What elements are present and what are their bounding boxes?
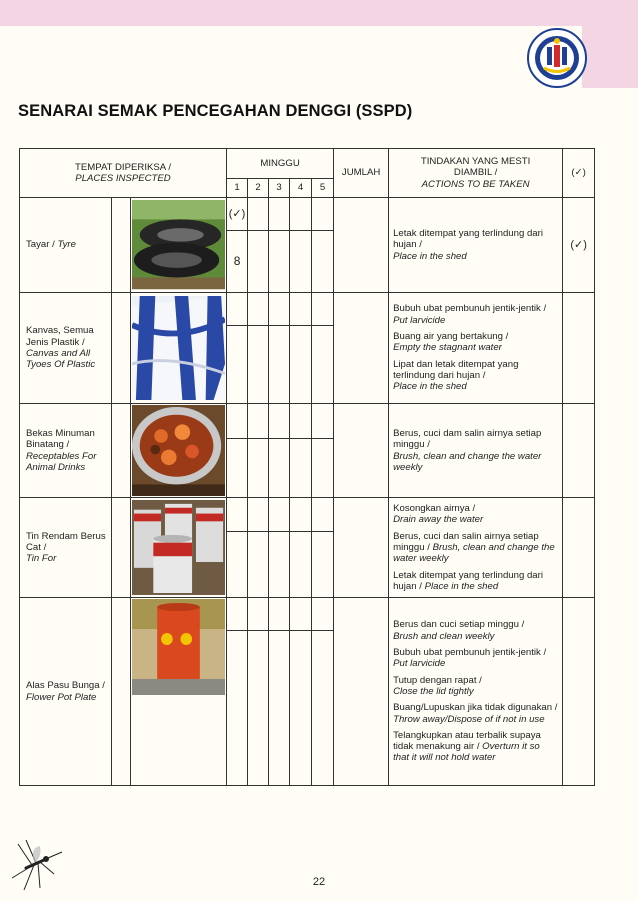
week-5-cell bbox=[312, 532, 334, 598]
blank-cell bbox=[112, 404, 131, 498]
animal-bowl-photo bbox=[131, 404, 227, 498]
ministry-emblem-icon bbox=[520, 27, 594, 89]
week-5-cell bbox=[312, 404, 334, 439]
week-4-cell bbox=[290, 439, 312, 498]
blank-cell bbox=[112, 598, 131, 786]
week-4-cell bbox=[290, 631, 312, 786]
week-2-cell bbox=[248, 231, 269, 293]
week-1-cell bbox=[227, 326, 248, 404]
week-5-cell bbox=[312, 198, 334, 231]
place-cell-flower-pot: Alas Pasu Bunga / Flower Pot Plate bbox=[20, 598, 112, 786]
week-5-cell bbox=[312, 498, 334, 532]
dengue-checklist-table bbox=[19, 148, 595, 786]
week-3-cell bbox=[269, 293, 290, 326]
week-5-cell bbox=[312, 231, 334, 293]
week-2-cell bbox=[248, 198, 269, 231]
week-1-cell bbox=[227, 293, 248, 326]
week-1-cell bbox=[227, 439, 248, 498]
blank-cell bbox=[112, 198, 131, 293]
check-cell bbox=[563, 498, 595, 598]
week-5-header: 5 bbox=[312, 179, 334, 198]
week-5-cell bbox=[312, 439, 334, 498]
jumlah-cell bbox=[334, 293, 389, 404]
place-cell-animal-drinks: Bekas Minuman Binatang / Receptables For Animal Drinks bbox=[20, 404, 112, 498]
action-cell-tyre: Letak ditempat yang terlindung dari hujan / Place in the shed bbox=[389, 198, 563, 293]
action-cell-paint-tin: Kosongkan airnya / Drain away the water Berus, cuci dan salin airnya setiap minggu / Brush, clean and change the water weekly Letak ditempat yang terlindung dari hujan / Place in the shed bbox=[389, 498, 563, 598]
week-3-cell bbox=[269, 631, 290, 786]
week-4-cell bbox=[290, 293, 312, 326]
tyre-photo bbox=[131, 198, 227, 293]
week-1-cell bbox=[227, 532, 248, 598]
week-1-header: 1 bbox=[227, 179, 248, 198]
blank-cell bbox=[112, 293, 131, 404]
week-4-cell bbox=[290, 598, 312, 631]
places-header: TEMPAT DIPERIKSA / PLACES INSPECTED bbox=[20, 149, 227, 198]
canvas-photo bbox=[131, 293, 227, 404]
jumlah-cell bbox=[334, 498, 389, 598]
check-cell bbox=[563, 598, 595, 786]
actions-header: TINDAKAN YANG MESTI DIAMBIL / ACTIONS TO BE TAKEN bbox=[389, 149, 563, 198]
week-5-cell bbox=[312, 598, 334, 631]
week-2-cell bbox=[248, 439, 269, 498]
minggu-header: MINGGU bbox=[227, 149, 334, 179]
page-number: 22 bbox=[312, 876, 326, 888]
place-cell-tyre: Tayar / Tyre bbox=[20, 198, 112, 293]
week-2-cell bbox=[248, 293, 269, 326]
place-cell-paint-tin: Tin Rendam Berus Cat / Tin For bbox=[20, 498, 112, 598]
jumlah-cell bbox=[334, 198, 389, 293]
week-4-cell bbox=[290, 326, 312, 404]
flower-pot-photo bbox=[131, 598, 227, 786]
jumlah-header: JUMLAH bbox=[334, 149, 389, 198]
week-3-header: 3 bbox=[269, 179, 290, 198]
check-header: (✓) bbox=[563, 149, 595, 198]
action-cell-animal-drinks: Berus, cuci dam salin airnya setiap minggu / Brush, clean and change the water weekly bbox=[389, 404, 563, 498]
week-2-cell bbox=[248, 598, 269, 631]
week-1-mark: (✓) bbox=[227, 198, 248, 231]
week-1-cell bbox=[227, 404, 248, 439]
check-cell bbox=[563, 293, 595, 404]
week-1-cell bbox=[227, 498, 248, 532]
week-4-cell bbox=[290, 231, 312, 293]
week-2-cell bbox=[248, 404, 269, 439]
week-5-cell bbox=[312, 631, 334, 786]
week-2-header: 2 bbox=[248, 179, 269, 198]
week-3-cell bbox=[269, 231, 290, 293]
week-4-cell bbox=[290, 404, 312, 439]
week-2-cell bbox=[248, 631, 269, 786]
week-3-cell bbox=[269, 498, 290, 532]
action-cell-flower-pot: Berus dan cuci setiap minggu / Brush and clean weekly Bubuh ubat pembunuh jentik-jentik / Put larvicide Tutup dengan rapat / Close the lid tightly Buang/Lupuskan jika tidak digunakan / Throw away/Dispose of if not in use Telangkupkan atau terbalik supaya tidak menakung air / Overturn it so that it will not hold water bbox=[389, 598, 563, 786]
week-2-cell bbox=[248, 532, 269, 598]
week-4-cell bbox=[290, 198, 312, 231]
week-3-cell bbox=[269, 404, 290, 439]
week-3-cell bbox=[269, 326, 290, 404]
week-5-cell bbox=[312, 326, 334, 404]
week-1-cell bbox=[227, 598, 248, 631]
action-cell-canvas: Bubuh ubat pembunuh jentik-jentik / Put larvicide Buang air yang bertakung / Empty the stagnant water Lipat dan letak ditempat yang terlindung dari hujan / Place in the shed bbox=[389, 293, 563, 404]
week-3-cell bbox=[269, 598, 290, 631]
week-4-header: 4 bbox=[290, 179, 312, 198]
week-2-cell bbox=[248, 326, 269, 404]
check-cell bbox=[563, 404, 595, 498]
paint-tin-photo bbox=[131, 498, 227, 598]
top-color-band bbox=[0, 0, 638, 26]
check-mark: (✓) bbox=[563, 198, 595, 293]
week-2-cell bbox=[248, 498, 269, 532]
jumlah-cell bbox=[334, 404, 389, 498]
week-1-value: 8 bbox=[227, 231, 248, 293]
blank-cell bbox=[112, 498, 131, 598]
week-1-cell bbox=[227, 631, 248, 786]
page-title: SENARAI SEMAK PENCEGAHAN DENGGI (SSPD) bbox=[18, 102, 413, 120]
week-5-cell bbox=[312, 293, 334, 326]
place-cell-canvas: Kanvas, Semua Jenis Plastik / Canvas and All Tyoes Of Plastic bbox=[20, 293, 112, 404]
week-3-cell bbox=[269, 439, 290, 498]
week-4-cell bbox=[290, 498, 312, 532]
week-3-cell bbox=[269, 532, 290, 598]
week-4-cell bbox=[290, 532, 312, 598]
jumlah-cell bbox=[334, 598, 389, 786]
week-3-cell bbox=[269, 198, 290, 231]
